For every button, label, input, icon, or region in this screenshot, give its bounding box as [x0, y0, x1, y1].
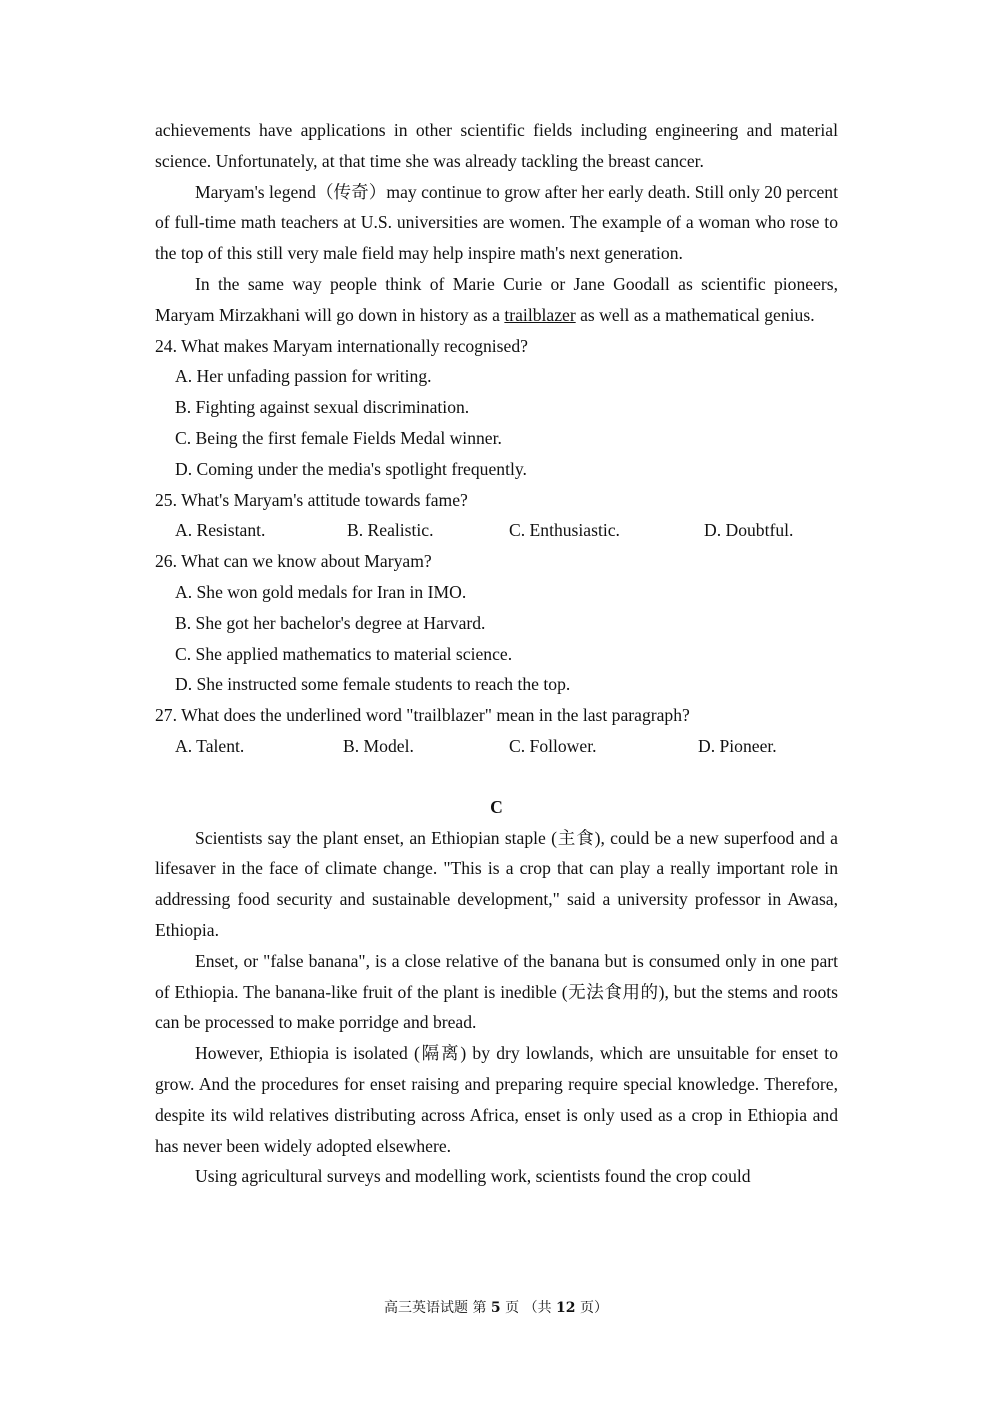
para3-text-after: as well as a mathematical genius. [575, 304, 815, 325]
passage-c-paragraph-1: Scientists say the plant enset, an Ethiopian staple (主食), could be a new superfood and a lifesaver in the face of climate change. "This is a crop that can play a really important role in addressing food security and sustainable development," said a university professor in Awasa, Ethiopia. [155, 827, 838, 940]
question-26-option-d: D. She instructed some female students to reach the top. [175, 674, 571, 695]
footer-total-pages: 12 [556, 1300, 576, 1316]
question-27-option-d: D. Pioneer. [698, 735, 777, 756]
question-25-options [155, 515, 838, 546]
page-content [155, 115, 838, 1192]
question-25-option-b: B. Realistic. [347, 520, 434, 541]
footer-page-number: 5 [490, 1300, 501, 1316]
passage-b-paragraph-2: Maryam's legend（传奇）may continue to grow after her early death. Still only 20 percent of full-time math teachers at U.S. universities are women. The example of a woman who rose to the top of this still very male field may help inspire math's next generation. [155, 181, 838, 264]
question-26-option-c: C. She applied mathematics to material science. [175, 643, 513, 664]
page-footer [0, 1297, 992, 1317]
footer-prefix: 高三英语试题 第 [384, 1300, 491, 1316]
question-26-option-b: B. She got her bachelor's degree at Harvard. [175, 612, 486, 633]
question-25-option-c: C. Enthusiastic. [509, 520, 620, 541]
underlined-word-trailblazer: trailblazer [504, 304, 576, 325]
passage-b-paragraph-3 [155, 269, 838, 331]
question-24-option-b: B. Fighting against sexual discrimination. [175, 397, 470, 418]
question-26-option-a: A. She won gold medals for Iran in IMO. [175, 581, 467, 602]
question-24-option-d: D. Coming under the media's spotlight frequently. [175, 458, 527, 479]
question-27-option-c: C. Follower. [509, 735, 597, 756]
question-24-option-a: A. Her unfading passion for writing. [175, 366, 432, 387]
passage-c-paragraph-4: Using agricultural surveys and modelling work, scientists found the crop could [195, 1166, 751, 1187]
question-27-options [155, 731, 838, 762]
question-24-option-c: C. Being the first female Fields Medal winner. [175, 427, 502, 448]
question-25-option-a: A. Resistant. [175, 520, 266, 541]
question-26-stem: 26. What can we know about Maryam? [155, 551, 432, 572]
passage-c-paragraph-2: Enset, or "false banana", is a close relative of the banana but is consumed only in one part of Ethiopia. The banana-like fruit of the plant is inedible (无法食用的), but the stems and roots can be processed to make porridge and bread. [155, 950, 838, 1033]
passage-c-paragraph-3: However, Ethiopia is isolated (隔离) by dry lowlands, which are unsuitable for enset to grow. And the procedures for enset raising and preparing require special knowledge. Therefore, despite its wild relatives distributing across Africa, enset is only used as a crop in Ethiopia and has never been widely adopted elsewhere. [155, 1043, 838, 1156]
question-25-stem: 25. What's Maryam's attitude towards fame? [155, 489, 468, 510]
question-27-option-a: A. Talent. [175, 735, 245, 756]
question-25-option-d: D. Doubtful. [704, 520, 794, 541]
question-27-option-b: B. Model. [343, 735, 414, 756]
question-24-stem: 24. What makes Maryam internationally recognised? [155, 335, 528, 356]
section-spacer [155, 762, 838, 792]
section-c-title: C [490, 796, 503, 817]
para3-text-before: In the same way people think of Marie Curie or Jane Goodall as scientific pioneers, Maryam Mirzakhani will go down in history as a [155, 273, 838, 325]
footer-suffix: 页） [575, 1300, 608, 1316]
question-27-stem: 27. What does the underlined word "trailblazer" mean in the last paragraph? [155, 705, 690, 726]
passage-b-paragraph-end: achievements have applications in other scientific fields including engineering and material science. Unfortunately, at that time she was already tackling the breast cancer. [155, 120, 838, 171]
footer-middle: 页 （共 [500, 1300, 557, 1316]
